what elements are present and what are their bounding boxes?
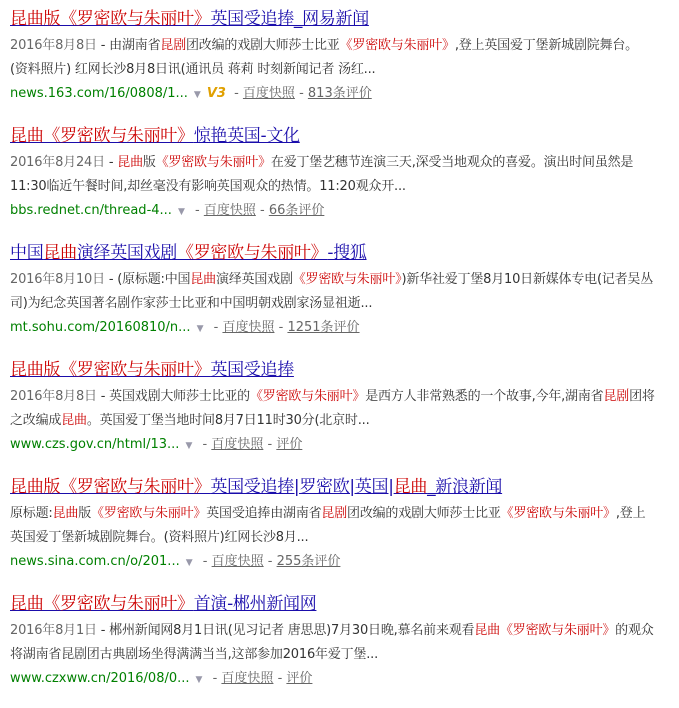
title-text[interactable]: 英国受追捧_网易新闻 xyxy=(210,9,369,29)
reviews-link[interactable]: 813条评价 xyxy=(307,86,372,101)
search-result xyxy=(10,6,655,123)
snippet-text: - 郴州新闻网8月1日讯(见习记者 唐思思)7月30日晚,慕名前来观看 xyxy=(96,623,475,638)
separator: - xyxy=(263,554,277,569)
snippet-text: - xyxy=(104,155,118,170)
result-title-link[interactable] xyxy=(10,357,655,383)
search-result xyxy=(10,123,655,240)
snippet-text: ,登上英国爱丁堡新城剧院舞台。(资料照片) 红网长沙8月8日讯(通讯员 蒋莉 时刻新闻记者 汤红... xyxy=(10,38,638,77)
snippet-highlight: 昆曲 xyxy=(474,623,500,638)
snippet-highlight: 昆曲 xyxy=(52,506,79,521)
snippet-text: 的观众将湖南省昆剧团古典剧场坐得满满当当,这部参加2016年爱丁堡... xyxy=(10,623,654,662)
result-title-link[interactable] xyxy=(10,591,655,617)
snippet-highlight: 昆曲 xyxy=(61,413,87,428)
search-result xyxy=(10,474,655,591)
search-result xyxy=(10,240,655,357)
snippet-highlight: 《罗密欧与朱丽叶》 xyxy=(292,272,402,287)
result-url: www.czs.gov.cn/html/13... xyxy=(10,437,180,452)
separator: - xyxy=(263,437,277,452)
search-results xyxy=(10,6,655,708)
result-date: 2016年8月24日 xyxy=(10,155,105,170)
snippet-highlight: 《罗密欧与朱丽叶》 xyxy=(91,506,207,521)
v3-badge-icon[interactable]: V3 xyxy=(206,86,226,101)
title-text[interactable]: 中国 xyxy=(10,243,44,263)
title-highlight[interactable]: 昆曲 xyxy=(43,243,77,263)
separator: - xyxy=(255,203,269,218)
snippet-highlight: 昆曲 xyxy=(190,272,216,287)
cache-link[interactable]: 百度快照 xyxy=(221,671,274,686)
result-date: 2016年8月10日 xyxy=(10,272,105,287)
title-text[interactable]: 首演-郴州新闻网 xyxy=(193,594,317,614)
snippet-text: 演绎英国戏剧 xyxy=(215,272,293,287)
title-highlight[interactable]: 昆曲版《罗密欧与朱丽叶》 xyxy=(10,9,211,29)
result-url: news.163.com/16/0808/1... xyxy=(10,86,188,101)
snippet-text: 团将之改编成 xyxy=(10,389,655,428)
dropdown-arrow-icon[interactable]: ▼ xyxy=(196,324,204,334)
search-result xyxy=(10,591,655,708)
snippet-text: 版 xyxy=(78,506,92,521)
dropdown-arrow-icon[interactable]: ▼ xyxy=(185,558,193,568)
snippet-highlight: 《罗密欧与朱丽叶》 xyxy=(499,623,616,638)
result-snippet xyxy=(10,619,655,667)
result-url-row xyxy=(10,82,655,107)
title-text[interactable]: _新浪新闻 xyxy=(427,477,503,497)
snippet-text: )新华社爱丁堡8月10日新媒体专电(记者吴丛司)为纪念英国著名剧作家莎士比亚和中国明朝戏剧家汤显祖逝... xyxy=(10,272,654,311)
cache-link[interactable]: 百度快照 xyxy=(222,320,275,335)
separator: - xyxy=(208,671,222,686)
result-date: 2016年8月1日 xyxy=(10,623,97,638)
separator: - xyxy=(190,203,204,218)
separator: - xyxy=(229,86,243,101)
dropdown-arrow-icon[interactable]: ▼ xyxy=(195,675,203,685)
result-date: 2016年8月8日 xyxy=(10,389,97,404)
result-snippet xyxy=(10,268,655,316)
reviews-link[interactable]: 255条评价 xyxy=(276,554,341,569)
result-url-row xyxy=(10,199,655,224)
result-url-row xyxy=(10,316,655,341)
snippet-text: - (原标题:中国 xyxy=(104,272,191,287)
result-title-link[interactable] xyxy=(10,6,655,32)
snippet-text: ,登上英国爱丁堡新城剧院舞台。(资料照片)红网长沙8月... xyxy=(10,506,646,545)
result-url: mt.sohu.com/20160810/n... xyxy=(10,320,191,335)
title-text[interactable]: -搜狐 xyxy=(327,243,367,263)
search-result xyxy=(10,357,655,474)
snippet-text: - 由湖南省 xyxy=(96,38,161,53)
snippet-text: 英国受追捧由湖南省 xyxy=(206,506,322,521)
snippet-text: 版 xyxy=(142,155,156,170)
snippet-highlight: 昆剧 xyxy=(603,389,630,404)
result-title-link[interactable] xyxy=(10,123,655,149)
snippet-highlight: 《罗密欧与朱丽叶》 xyxy=(500,506,616,521)
result-url-row xyxy=(10,550,655,575)
reviews-link[interactable]: 66条评价 xyxy=(268,203,325,218)
result-snippet xyxy=(10,502,655,550)
separator: - xyxy=(294,86,308,101)
result-snippet xyxy=(10,151,655,199)
reviews-link[interactable]: 评价 xyxy=(286,671,313,686)
title-highlight[interactable]: 昆曲《罗密欧与朱丽叶》 xyxy=(10,126,194,146)
result-date: 2016年8月8日 xyxy=(10,38,97,53)
separator: - xyxy=(274,320,288,335)
dropdown-arrow-icon[interactable]: ▼ xyxy=(185,441,193,451)
title-highlight[interactable]: 昆曲 xyxy=(393,477,428,497)
result-title-link[interactable] xyxy=(10,240,655,266)
cache-link[interactable]: 百度快照 xyxy=(203,203,256,218)
snippet-text: 团改编的戏剧大师莎士比亚 xyxy=(347,506,501,521)
separator: - xyxy=(198,554,212,569)
separator: - xyxy=(273,671,287,686)
snippet-highlight: 《罗密欧与朱丽叶》 xyxy=(249,389,366,404)
result-url: bbs.rednet.cn/thread-4... xyxy=(10,203,172,218)
result-url: www.czxww.cn/2016/08/0... xyxy=(10,671,190,686)
separator: - xyxy=(209,320,223,335)
snippet-highlight: 《罗密欧与朱丽叶》 xyxy=(339,38,455,53)
title-text[interactable]: 惊艳英国-文化 xyxy=(193,126,300,146)
title-highlight[interactable]: 昆曲版《罗密欧与朱丽叶》 xyxy=(10,360,211,380)
result-snippet xyxy=(10,34,655,82)
snippet-highlight: 昆曲 xyxy=(117,155,143,170)
dropdown-arrow-icon[interactable]: ▼ xyxy=(193,90,201,100)
snippet-highlight: 昆剧 xyxy=(160,38,186,53)
snippet-text: 。英国爱丁堡当地时间8月7日11时30分(北京时... xyxy=(86,413,370,428)
result-title-link[interactable] xyxy=(10,474,655,500)
title-text[interactable]: 英国受追捧|罗密欧|英国| xyxy=(210,477,394,497)
snippet-text: - 英国戏剧大师莎士比亚的 xyxy=(96,389,250,404)
title-highlight[interactable]: 昆曲版《罗密欧与朱丽叶》 xyxy=(10,477,211,497)
result-url-row xyxy=(10,433,655,458)
result-url-row xyxy=(10,667,655,692)
reviews-link[interactable]: 1251条评价 xyxy=(287,320,360,335)
result-snippet xyxy=(10,385,655,433)
result-url: news.sina.com.cn/o/201... xyxy=(10,554,180,569)
title-text[interactable]: 演绎英国戏剧 xyxy=(76,243,178,263)
snippet-text: 团改编的戏剧大师莎士比亚 xyxy=(186,38,340,53)
snippet-text: 在爱丁堡艺穗节连演三天,深受当地观众的喜爱。演出时间虽然是11:30临近午餐时间,却丝毫没有影响英国观众的热情。11:20观众开... xyxy=(10,155,634,194)
reviews-link[interactable]: 评价 xyxy=(276,437,303,452)
cache-link[interactable]: 百度快照 xyxy=(211,554,264,569)
title-highlight[interactable]: 昆曲《罗密欧与朱丽叶》 xyxy=(10,594,194,614)
separator: - xyxy=(198,437,212,452)
cache-link[interactable]: 百度快照 xyxy=(242,86,295,101)
dropdown-arrow-icon[interactable]: ▼ xyxy=(177,207,185,217)
cache-link[interactable]: 百度快照 xyxy=(211,437,264,452)
snippet-highlight: 《罗密欧与朱丽叶》 xyxy=(155,155,271,170)
snippet-text: 原标题: xyxy=(10,506,53,521)
title-highlight[interactable]: 《罗密欧与朱丽叶》 xyxy=(177,243,328,263)
snippet-highlight: 昆剧 xyxy=(321,506,348,521)
title-text[interactable]: 英国受追捧 xyxy=(210,360,294,380)
snippet-text: 是西方人非常熟悉的一个故事,今年,湖南省 xyxy=(365,389,604,404)
